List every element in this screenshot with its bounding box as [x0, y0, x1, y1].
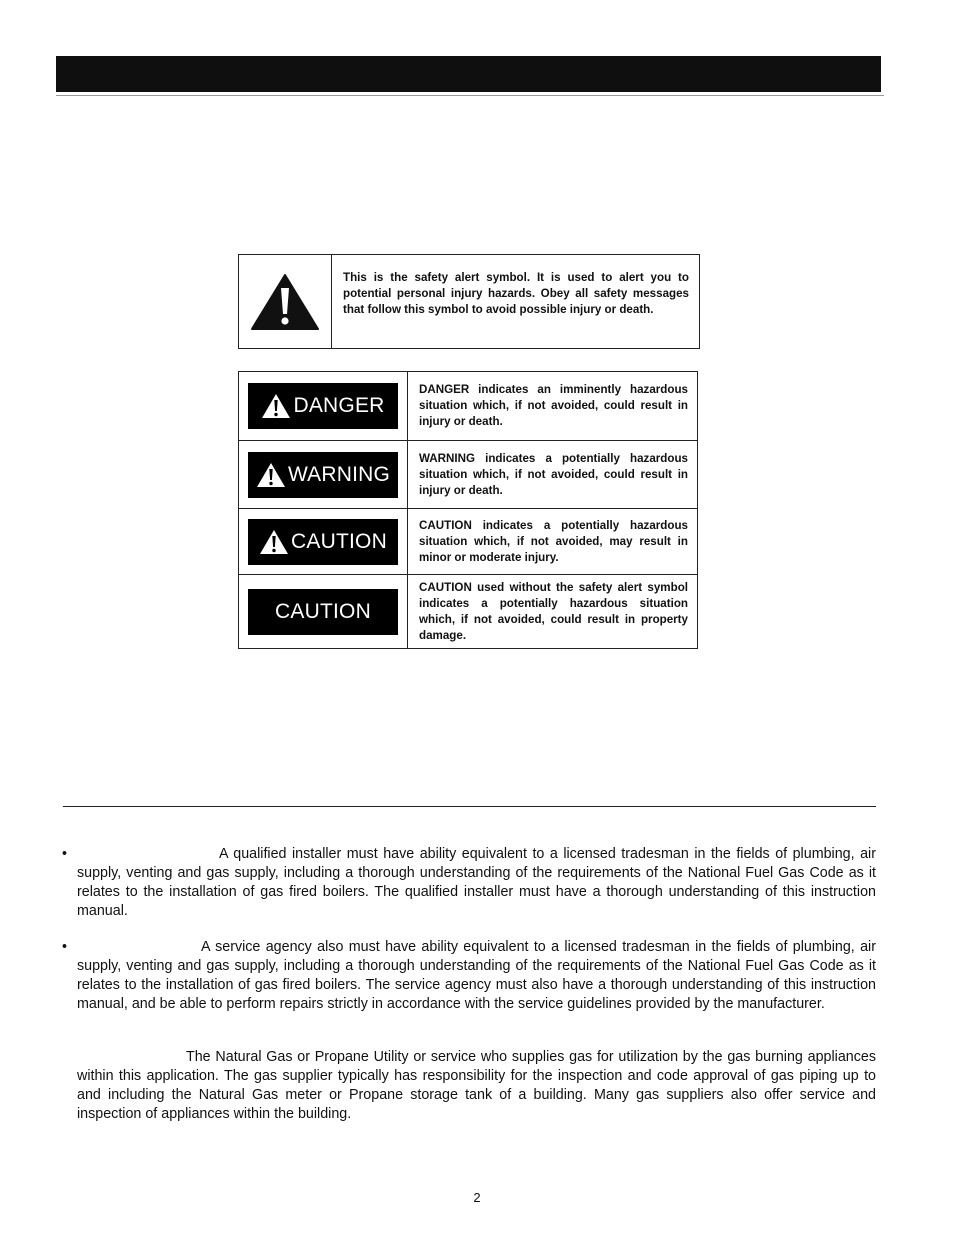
section-divider [63, 806, 876, 807]
caution-description: CAUTION indicates a potentially hazardous situation which, if not avoided, may result in minor or moderate injury. [408, 509, 698, 575]
header-rule [56, 95, 884, 96]
safety-alert-text: This is the safety alert symbol. It is used to alert you to potential personal injury hazards. Obey all safety messages that follow this symbol to avoid possible injury or death. [343, 271, 689, 316]
warning-triangle-icon [259, 529, 289, 555]
caution-sign-label: CAUTION [291, 529, 387, 553]
warning-triangle-icon [261, 393, 291, 419]
header-bar [56, 56, 881, 92]
definition-service-agency [62, 938, 876, 1014]
bullet: • [62, 846, 68, 862]
warning-description: WARNING indicates a potentially hazardous situation which, if not avoided, could result in injury or death. [408, 441, 698, 509]
warning-triangle-icon [256, 462, 286, 488]
safety-alert-box [238, 254, 700, 349]
caution-sign [248, 519, 398, 565]
warning-sign-label: WARNING [287, 462, 391, 486]
signal-row-warning [239, 441, 698, 509]
caution-no-symbol-description: CAUTION used without the safety alert symbol indicates a potentially hazardous situation which, if not avoided, could result in property damage. [408, 575, 698, 649]
bullet: • [62, 939, 68, 955]
signal-row-caution-no-symbol [239, 575, 698, 649]
definition-text: The Natural Gas or Propane Utility or service who supplies gas for utilization by the gas burning appliances within this application. The gas supplier typically has responsibility for the inspection and code approval of gas piping up to and including the Natural Gas meter or Propane storage tank of a building. Many gas suppliers also offer service and inspection of appliances within the building. [77, 1049, 876, 1122]
warning-triangle-icon [250, 273, 320, 331]
definition-gas-supplier [62, 1048, 876, 1124]
page-number: 2 [473, 1190, 481, 1205]
danger-sign-label: DANGER [293, 394, 385, 417]
definition-text: A qualified installer must have ability equivalent to a licensed tradesman in the fields of plumbing, air supply, venting and gas supply, including a thorough understanding of the requirements of the National Fuel Gas Code as it relates to the installation of gas fired boilers. The qualified installer must have a thorough understanding of this instruction manual. [77, 846, 876, 919]
safety-alert-symbol-cell [239, 255, 332, 348]
signal-row-danger [239, 372, 698, 441]
definition-text: A service agency also must have ability equivalent to a licensed tradesman in the fields of plumbing, air supply, venting and gas supply, including a thorough understanding of the requirements of the National Fuel Gas Code as it relates to the installation of gas fired boilers. The service agency must also have a thorough understanding of this instruction manual, and be able to perform repairs strictly in accordance with the service guidelines provided by the manufacturer. [77, 939, 876, 1012]
signal-word-table [238, 371, 698, 649]
warning-sign [248, 452, 398, 498]
definition-qualified-installer [62, 845, 876, 921]
caution-no-symbol-sign-label: CAUTION [275, 599, 371, 623]
danger-description: DANGER indicates an imminently hazardous situation which, if not avoided, could result in injury or death. [408, 372, 698, 441]
danger-sign [248, 383, 398, 429]
signal-row-caution [239, 509, 698, 575]
caution-no-symbol-sign [248, 589, 398, 635]
